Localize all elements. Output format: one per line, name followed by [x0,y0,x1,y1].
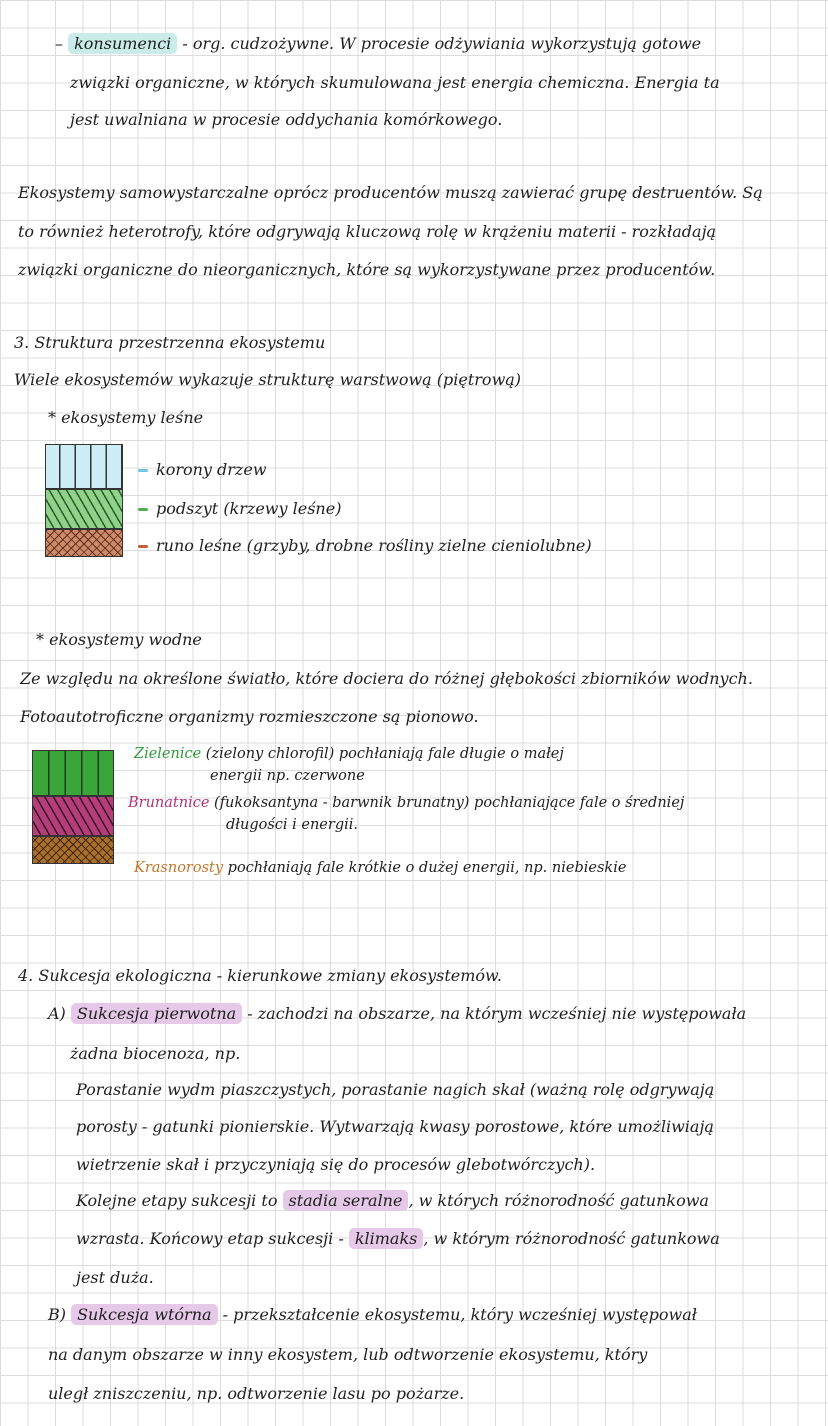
dash-icon [138,545,148,548]
destruents-line-2: to również heterotrofy, które odgrywają kluczową rolę w krążeniu materii - rozkładają [18,222,717,241]
dash-icon [138,508,148,511]
succession-a-line-2: żadna biocenoza, np. [70,1044,241,1063]
water-layer-brown-algae-swatch [32,796,114,836]
succession-b-line-3: uległ zniszczeniu, np. odtworzenie lasu po pożarze. [48,1384,465,1403]
forest-layer-label-litter: runo leśne (grzyby, drobne rośliny zielne cieniolubne) [138,536,592,556]
term-secondary-succession: Sukcesja wtórna [71,1304,217,1325]
zielenice-line-2: energii np. czerwone [210,768,365,784]
water-line-1: Ze względu na określone światło, które dociera do różnej głębokości zbiorników wodnych. [20,669,753,688]
term-climax: klimaks [349,1228,424,1249]
section-3-intro: Wiele ekosystemów wykazuje strukturę warstwową (piętrową) [14,370,522,389]
destruents-line-1: Ekosystemy samowystarczalne oprócz producentów muszą zawierać grupę destruentów. Są [18,183,763,202]
succession-a-line-5: wietrzenie skał i przyczyniają się do procesów glebotwórczych). [76,1155,596,1174]
succession-a-line-1: A) Sukcesja pierwotna - zachodzi na obszarze, na którym wcześniej nie występowała [48,1004,747,1023]
forest-heading: * ekosystemy leśne [48,408,204,427]
succession-a-line-4: porosty - gatunki pionierskie. Wytwarzają kwasy porostowe, które umożliwiają [76,1117,714,1136]
succession-a-line-3: Porastanie wydm piaszczystych, porastanie nagich skał (ważną rolę odgrywają [76,1080,715,1099]
succession-b-line-2: na danym obszarze w inny ekosystem, lub odtworzenie ekosystemu, który [48,1345,648,1364]
water-layer-green-swatch [32,750,114,796]
forest-layer-label-crowns: korony drzew [138,460,267,480]
section-3-heading: 3. Struktura przestrzenna ekosystemu [14,333,326,352]
brunatnice-line-2: długości i energii. [226,817,358,833]
succession-a-line-6: Kolejne etapy sukcesji to stadia seralne , w których różnorodność gatunkowa [76,1191,709,1210]
term-zielenice: Zielenice [134,746,202,762]
zielenice-line-1: Zielenice (zielony chlorofil) pochłaniają fale długie o małej [134,746,564,762]
forest-layer-crowns-swatch [45,444,123,489]
destruents-line-3: związki organiczne do nieorganicznych, które są wykorzystywane przez producentów. [18,260,716,279]
succession-a-line-7: wzrasta. Końcowy etap sukcesji - klimaks , w którym różnorodność gatunkowa [76,1229,720,1248]
konsumenci-line-3: jest uwalniana w procesie oddychania komórkowego. [70,110,503,129]
forest-layer-undergrowth-swatch [45,489,123,529]
krasnorosty-line: Krasnorosty pochłaniają fale krótkie o dużej energii, np. niebieskie [134,860,627,876]
water-layer-red-algae-swatch [32,836,114,864]
water-line-2: Fotoautotroficzne organizmy rozmieszczone są pionowo. [20,707,479,726]
term-brunatnice: Brunatnice [128,795,210,811]
brunatnice-line-1: Brunatnice (fukoksantyna - barwnik brunatny) pochłaniające fale o średniej [128,795,685,811]
term-krasnorosty: Krasnorosty [134,860,224,876]
konsumenci-line-2: związki organiczne, w których skumulowana jest energia chemiczna. Energia ta [70,73,720,92]
term-konsumenci: konsumenci [68,33,177,54]
section-4-heading: 4. Sukcesja ekologiczna - kierunkowe zmiany ekosystemów. [18,966,502,985]
water-heading: * ekosystemy wodne [36,630,202,649]
forest-layer-label-undergrowth: podszyt (krzewy leśne) [138,499,341,519]
konsumenci-line-1: – konsumenci - org. cudzożywne. W procesie odżywiania wykorzystują gotowe [55,34,702,53]
succession-b-line-1: B) Sukcesja wtórna - przekształcenie ekosystemu, który wcześniej występował [48,1305,697,1324]
forest-layer-litter-swatch [45,529,123,557]
succession-a-line-8: jest duża. [76,1268,154,1287]
dash-icon [138,469,148,472]
term-seral-stages: stadia seralne [283,1190,409,1211]
term-primary-succession: Sukcesja pierwotna [71,1003,242,1024]
